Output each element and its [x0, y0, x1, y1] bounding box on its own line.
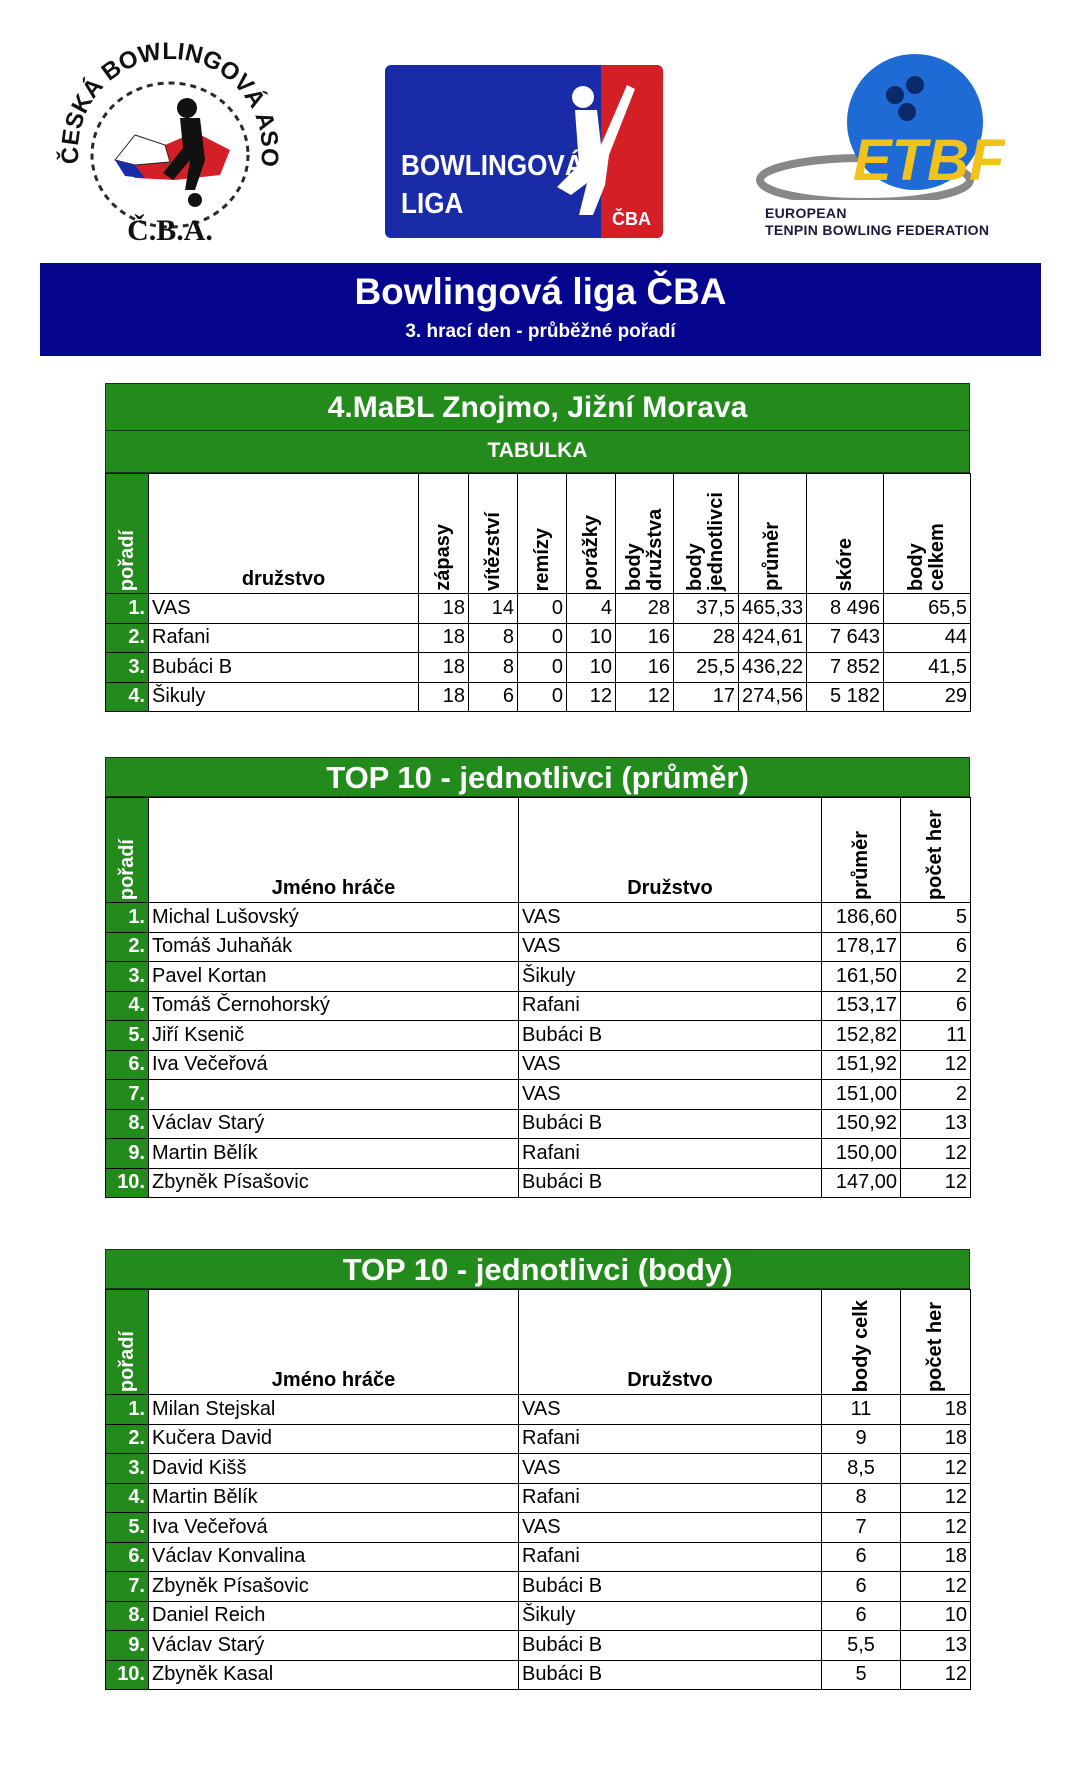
zapasy-cell: 18	[419, 594, 469, 624]
rank-cell: 10.	[106, 1660, 149, 1690]
col-header-vitezstvi: vítězství	[469, 474, 518, 594]
skore-cell: 5 182	[807, 682, 884, 712]
value-cell: 6	[822, 1572, 901, 1602]
player-cell: Václav Starý	[149, 1109, 519, 1139]
table-row	[106, 991, 971, 1021]
remizy-cell: 0	[518, 623, 567, 653]
prumer-cell: 436,22	[739, 653, 807, 683]
top-points-title: TOP 10 - jednotlivci (body)	[105, 1249, 970, 1289]
col-header-games: počet her	[901, 1290, 971, 1395]
rank-cell: 3.	[106, 1454, 149, 1484]
rank-cell: 5.	[106, 1513, 149, 1543]
table-row	[106, 1513, 971, 1543]
games-cell: 12	[901, 1483, 971, 1513]
remizy-cell: 0	[518, 682, 567, 712]
rank-cell: 7.	[106, 1572, 149, 1602]
team-cell: Bubáci B	[519, 1168, 822, 1198]
zapasy-cell: 18	[419, 653, 469, 683]
rank-cell: 2.	[106, 1424, 149, 1454]
rank-cell: 1.	[106, 594, 149, 624]
player-cell: Václav Starý	[149, 1631, 519, 1661]
rank-cell: 2.	[106, 623, 149, 653]
standings-section	[105, 383, 970, 712]
page-subtitle: 3. hrací den - průběžné pořadí	[405, 321, 676, 342]
cba-abbr: Č.B.A.	[127, 214, 213, 247]
table-row	[106, 623, 971, 653]
games-cell: 18	[901, 1424, 971, 1454]
player-cell: Zbyněk Písašovic	[149, 1168, 519, 1198]
team-cell: VAS	[519, 1454, 822, 1484]
games-cell: 5	[901, 903, 971, 933]
standings-table	[105, 473, 971, 712]
etbf-logo	[755, 50, 1005, 240]
body-jednotlivci-cell: 28	[674, 623, 739, 653]
etbf-abbr: ETBF	[853, 128, 1005, 193]
games-cell: 12	[901, 1139, 971, 1169]
games-cell: 12	[901, 1454, 971, 1484]
rank-cell: 3.	[106, 653, 149, 683]
standings-title: 4.MaBL Znojmo, Jižní Morava	[105, 383, 970, 431]
player-cell: Tomáš Černohorský	[149, 991, 519, 1021]
table-row	[106, 1660, 971, 1690]
team-cell: Šikuly	[149, 682, 419, 712]
player-cell: Pavel Kortan	[149, 962, 519, 992]
col-header-body-jednotlivci: body jednotlivci	[674, 474, 739, 594]
table-row	[106, 1080, 971, 1110]
value-cell: 151,00	[822, 1080, 901, 1110]
logo-row	[0, 0, 1081, 260]
body-celkem-cell: 65,5	[884, 594, 971, 624]
liga-logo	[385, 65, 663, 238]
vitezstvi-cell: 8	[469, 653, 518, 683]
body-jednotlivci-cell: 37,5	[674, 594, 739, 624]
rank-cell: 4.	[106, 682, 149, 712]
col-header-team: Družstvo	[519, 798, 822, 903]
games-cell: 10	[901, 1601, 971, 1631]
top-points-section	[105, 1249, 970, 1690]
team-cell: Rafani	[519, 1139, 822, 1169]
zapasy-cell: 18	[419, 682, 469, 712]
value-cell: 6	[822, 1542, 901, 1572]
col-header-zapasy: zápasy	[419, 474, 469, 594]
top-points-table	[105, 1289, 971, 1690]
player-cell: Zbyněk Kasal	[149, 1660, 519, 1690]
top-points-header-row	[106, 1290, 971, 1395]
value-cell: 150,92	[822, 1109, 901, 1139]
body-druzstva-cell: 12	[616, 682, 674, 712]
porazky-cell: 12	[567, 682, 616, 712]
body-celkem-cell: 29	[884, 682, 971, 712]
porazky-cell: 10	[567, 623, 616, 653]
games-cell: 12	[901, 1168, 971, 1198]
value-cell: 152,82	[822, 1021, 901, 1051]
games-cell: 11	[901, 1021, 971, 1051]
standings-header-row	[106, 474, 971, 594]
games-cell: 18	[901, 1395, 971, 1425]
rank-cell: 6.	[106, 1050, 149, 1080]
rank-cell: 10.	[106, 1168, 149, 1198]
page-banner	[40, 263, 1041, 356]
top-average-title: TOP 10 - jednotlivci (průměr)	[105, 757, 970, 797]
team-cell: Rafani	[519, 991, 822, 1021]
top-average-section	[105, 757, 970, 1198]
zapasy-cell: 18	[419, 623, 469, 653]
player-cell	[149, 1080, 519, 1110]
table-row	[106, 653, 971, 683]
games-cell: 12	[901, 1050, 971, 1080]
table-row	[106, 932, 971, 962]
vitezstvi-cell: 8	[469, 623, 518, 653]
rank-cell: 1.	[106, 903, 149, 933]
value-cell: 5,5	[822, 1631, 901, 1661]
player-cell: Zbyněk Písašovic	[149, 1572, 519, 1602]
standings-subtitle: TABULKA	[105, 431, 970, 473]
rank-cell: 5.	[106, 1021, 149, 1051]
rank-cell: 7.	[106, 1080, 149, 1110]
player-cell: Jiří Ksenič	[149, 1021, 519, 1051]
rank-cell: 4.	[106, 1483, 149, 1513]
cba-emblem-icon	[55, 40, 285, 250]
rank-cell: 2.	[106, 932, 149, 962]
player-cell: Daniel Reich	[149, 1601, 519, 1631]
player-cell: Michal Lušovský	[149, 903, 519, 933]
team-cell: VAS	[519, 1513, 822, 1543]
table-row	[106, 1631, 971, 1661]
team-cell: Bubáci B	[519, 1631, 822, 1661]
team-cell: VAS	[519, 1395, 822, 1425]
value-cell: 8	[822, 1483, 901, 1513]
games-cell: 12	[901, 1660, 971, 1690]
table-row	[106, 1050, 971, 1080]
col-header-porazky: porážky	[567, 474, 616, 594]
value-cell: 178,17	[822, 932, 901, 962]
body-jednotlivci-cell: 17	[674, 682, 739, 712]
body-jednotlivci-cell: 25,5	[674, 653, 739, 683]
player-cell: Tomáš Juhaňák	[149, 932, 519, 962]
col-header-prumer: průměr	[739, 474, 807, 594]
rank-cell: 9.	[106, 1139, 149, 1169]
rank-cell: 6.	[106, 1542, 149, 1572]
table-row	[106, 1139, 971, 1169]
value-cell: 186,60	[822, 903, 901, 933]
value-cell: 5	[822, 1660, 901, 1690]
team-cell: Rafani	[519, 1424, 822, 1454]
table-row	[106, 1483, 971, 1513]
table-row	[106, 1454, 971, 1484]
value-cell: 6	[822, 1601, 901, 1631]
team-cell: Rafani	[149, 623, 419, 653]
team-cell: VAS	[149, 594, 419, 624]
value-cell: 147,00	[822, 1168, 901, 1198]
team-cell: VAS	[519, 1080, 822, 1110]
games-cell: 12	[901, 1572, 971, 1602]
page-title: Bowlingová liga ČBA	[354, 271, 727, 312]
porazky-cell: 10	[567, 653, 616, 683]
col-header-body-druzstva: body družstva	[616, 474, 674, 594]
player-cell: Iva Večeřová	[149, 1050, 519, 1080]
col-header-prumer: průměr	[822, 798, 901, 903]
col-header-body-celkem: body celkem	[884, 474, 971, 594]
remizy-cell: 0	[518, 653, 567, 683]
remizy-cell: 0	[518, 594, 567, 624]
table-row	[106, 594, 971, 624]
rank-cell: 4.	[106, 991, 149, 1021]
table-row	[106, 962, 971, 992]
col-header-player: Jméno hráče	[149, 1290, 519, 1395]
body-celkem-cell: 44	[884, 623, 971, 653]
table-row	[106, 1021, 971, 1051]
rank-cell: 3.	[106, 962, 149, 992]
prumer-cell: 465,33	[739, 594, 807, 624]
player-cell: David Kišš	[149, 1454, 519, 1484]
value-cell: 11	[822, 1395, 901, 1425]
col-header-rank: pořadí	[106, 1290, 149, 1395]
value-cell: 150,00	[822, 1139, 901, 1169]
games-cell: 13	[901, 1631, 971, 1661]
value-cell: 151,92	[822, 1050, 901, 1080]
team-cell: VAS	[519, 903, 822, 933]
value-cell: 153,17	[822, 991, 901, 1021]
col-header-games: počet her	[901, 798, 971, 903]
col-header-remizy: remízy	[518, 474, 567, 594]
top-average-header-row	[106, 798, 971, 903]
col-header-rank: pořadí	[106, 474, 149, 594]
team-cell: Bubáci B	[149, 653, 419, 683]
rank-cell: 1.	[106, 1395, 149, 1425]
value-cell: 8,5	[822, 1454, 901, 1484]
vitezstvi-cell: 6	[469, 682, 518, 712]
player-cell: Iva Večeřová	[149, 1513, 519, 1543]
liga-tag: ČBA	[612, 209, 651, 229]
team-cell: Rafani	[519, 1542, 822, 1572]
team-cell: VAS	[519, 1050, 822, 1080]
player-cell: Milan Stejskal	[149, 1395, 519, 1425]
games-cell: 2	[901, 962, 971, 992]
porazky-cell: 4	[567, 594, 616, 624]
games-cell: 13	[901, 1109, 971, 1139]
player-cell: Martin Bělík	[149, 1483, 519, 1513]
table-row	[106, 1109, 971, 1139]
games-cell: 6	[901, 991, 971, 1021]
body-druzstva-cell: 16	[616, 623, 674, 653]
games-cell: 6	[901, 932, 971, 962]
rank-cell: 8.	[106, 1109, 149, 1139]
team-cell: Bubáci B	[519, 1109, 822, 1139]
team-cell: VAS	[519, 932, 822, 962]
player-cell: Václav Konvalina	[149, 1542, 519, 1572]
value-cell: 161,50	[822, 962, 901, 992]
etbf-caption: EUROPEAN TENPIN BOWLING FEDERATION	[765, 205, 990, 238]
table-row	[106, 903, 971, 933]
col-header-rank: pořadí	[106, 798, 149, 903]
games-cell: 2	[901, 1080, 971, 1110]
table-row	[106, 1572, 971, 1602]
body-druzstva-cell: 16	[616, 653, 674, 683]
table-row	[106, 682, 971, 712]
team-cell: Šikuly	[519, 1601, 822, 1631]
rank-cell: 9.	[106, 1631, 149, 1661]
skore-cell: 8 496	[807, 594, 884, 624]
table-row	[106, 1168, 971, 1198]
col-header-team: družstvo	[149, 474, 419, 594]
bowling-ball-icon	[755, 50, 1005, 200]
col-header-team: Družstvo	[519, 1290, 822, 1395]
player-cell: Martin Bělík	[149, 1139, 519, 1169]
team-cell: Bubáci B	[519, 1660, 822, 1690]
table-row	[106, 1395, 971, 1425]
team-cell: Rafani	[519, 1483, 822, 1513]
value-cell: 9	[822, 1424, 901, 1454]
rank-cell: 8.	[106, 1601, 149, 1631]
value-cell: 7	[822, 1513, 901, 1543]
games-cell: 12	[901, 1513, 971, 1543]
body-druzstva-cell: 28	[616, 594, 674, 624]
col-header-body-celkem: body celk	[822, 1290, 901, 1395]
team-cell: Bubáci B	[519, 1021, 822, 1051]
top-average-table	[105, 797, 971, 1198]
vitezstvi-cell: 14	[469, 594, 518, 624]
body-celkem-cell: 41,5	[884, 653, 971, 683]
cba-logo	[55, 40, 285, 250]
table-row	[106, 1424, 971, 1454]
prumer-cell: 274,56	[739, 682, 807, 712]
skore-cell: 7 852	[807, 653, 884, 683]
table-row	[106, 1601, 971, 1631]
cba-arc-text: ČESKÁ BOWLINGOVÁ ASO	[56, 40, 284, 168]
player-cell: Kučera David	[149, 1424, 519, 1454]
team-cell: Šikuly	[519, 962, 822, 992]
games-cell: 18	[901, 1542, 971, 1572]
liga-title: BOWLINGOVÁ LIGA	[401, 150, 584, 220]
col-header-player: Jméno hráče	[149, 798, 519, 903]
skore-cell: 7 643	[807, 623, 884, 653]
prumer-cell: 424,61	[739, 623, 807, 653]
team-cell: Bubáci B	[519, 1572, 822, 1602]
table-row	[106, 1542, 971, 1572]
col-header-skore: skóre	[807, 474, 884, 594]
